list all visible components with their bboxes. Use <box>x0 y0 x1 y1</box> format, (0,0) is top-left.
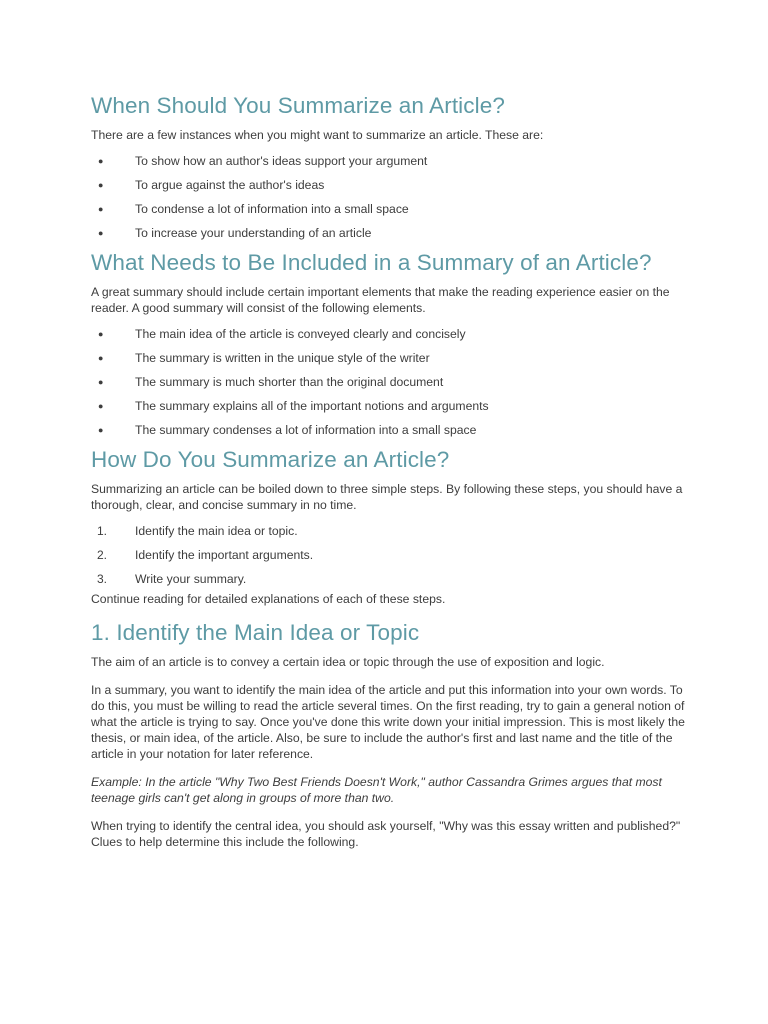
bullet-icon: ● <box>98 329 104 339</box>
list-item: 2. Identify the important arguments. <box>97 548 314 562</box>
list-item: ● The summary is written in the unique style of the writer <box>98 351 430 365</box>
bullet-icon: ● <box>98 425 104 435</box>
list-item: ● The summary explains all of the important notions and arguments <box>98 399 489 413</box>
bullet-icon: ● <box>98 180 104 190</box>
bullet-icon: ● <box>98 204 104 214</box>
section-heading-included: What Needs to Be Included in a Summary of an Article? <box>91 250 652 275</box>
numbered-list <box>91 523 691 587</box>
list-item: ● To increase your understanding of an article <box>98 226 372 240</box>
list-item: ● The summary is much shorter than the original document <box>98 375 444 389</box>
list-item: ● To argue against the author's ideas <box>98 178 325 192</box>
bullet-list <box>91 153 691 241</box>
example-paragraph: Example: In the article "Why Two Best Friends Doesn't Work," author Cassandra Grimes argues that most teenage girls can't get along in groups of more than two. <box>91 775 662 805</box>
section-heading-how: How Do You Summarize an Article? <box>91 447 450 472</box>
bullet-icon: ● <box>98 401 104 411</box>
list-number: 2. <box>97 548 108 562</box>
section-intro: There are a few instances when you might want to summarize an article. These are: <box>91 128 544 142</box>
list-item: ● To show how an author's ideas support your argument <box>98 154 428 168</box>
list-number: 1. <box>97 524 108 538</box>
bullet-icon: ● <box>98 377 104 387</box>
paragraph: The aim of an article is to convey a certain idea or topic through the use of exposition and logic. <box>91 655 605 669</box>
bullet-icon: ● <box>98 228 104 238</box>
list-item: ● The main idea of the article is conveyed clearly and concisely <box>98 327 466 341</box>
document-page <box>91 92 691 860</box>
section-outro: Continue reading for detailed explanations of each of these steps. <box>91 592 446 606</box>
section-heading-identify: 1. Identify the Main Idea or Topic <box>91 620 420 645</box>
list-number: 3. <box>97 572 108 586</box>
list-item: ● The summary condenses a lot of information into a small space <box>98 423 477 437</box>
bullet-icon: ● <box>98 353 104 363</box>
paragraph: In a summary, you want to identify the main idea of the article and put this information into your own words. To do this, you must be willing to read the article several times. On the first reading, try to gain a general notion of what the article is trying to say. Once you've done this write down your initial impression. This is most likely the thesis, or main idea, of the article. Also, be sure to include the author's first and last name and the title of the article in your notation for later reference. <box>91 683 685 761</box>
list-item: 3. Write your summary. <box>97 572 247 586</box>
bullet-icon: ● <box>98 156 104 166</box>
paragraph: When trying to identify the central idea, you should ask yourself, "Why was this essay written and published?" Clues to help determine this include the following. <box>91 819 681 849</box>
list-item: ● To condense a lot of information into a small space <box>98 202 409 216</box>
section-intro: Summarizing an article can be boiled down to three simple steps. By following these steps, you should have a thorough, clear, and concise summary in no time. <box>91 482 683 512</box>
section-intro: A great summary should include certain important elements that make the reading experience easier on the reader. A good summary will consist of the following elements. <box>91 285 670 315</box>
section-heading-when: When Should You Summarize an Article? <box>91 93 505 118</box>
bullet-list <box>91 326 691 438</box>
list-item: 1. Identify the main idea or topic. <box>97 524 298 538</box>
